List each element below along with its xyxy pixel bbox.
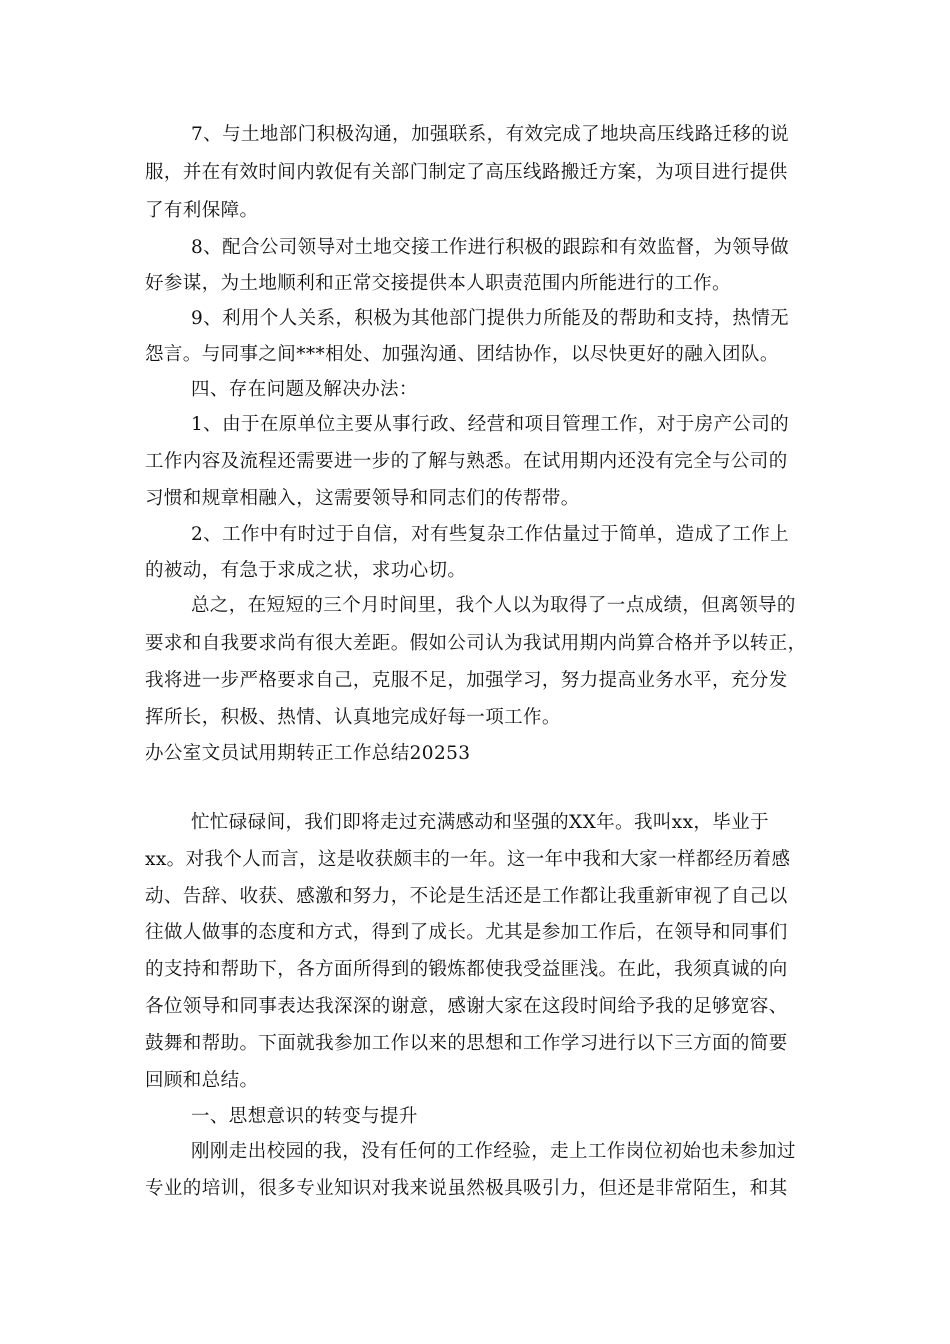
item7-line-3: 了有利保障。 bbox=[145, 200, 259, 221]
intro-line-1: 忙忙碌碌间，我们即将走过充满感动和坚强的XX年。我叫xx，毕业于 bbox=[191, 812, 770, 833]
item7-line-2: 服，并在有效时间内敦促有关部门制定了高压线路搬迁方案，为项目进行提供 bbox=[145, 162, 788, 183]
item7-line-1: 7、与土地部门积极沟通，加强联系，有效完成了地块高压线路迁移的说 bbox=[191, 124, 790, 145]
intro-line-6: 各位领导和同事表达我深深的谢意，感谢大家在这段时间给予我的足够宽容、 bbox=[145, 996, 788, 1017]
section-heading-problems: 四、存在问题及解决办法： bbox=[191, 379, 418, 400]
section-heading-thinking: 一、思想意识的转变与提升 bbox=[191, 1106, 418, 1127]
problem1-line-1: 1、由于在原单位主要从事行政、经营和项目管理工作，对于房产公司的 bbox=[191, 414, 790, 435]
document-title: 办公室文员试用期转正工作总结20253 bbox=[145, 743, 471, 764]
conclusion-line-4: 挥所长，积极、热情、认真地完成好每一项工作。 bbox=[145, 707, 561, 728]
intro-line-5: 的支持和帮助下，各方面所得到的锻炼都使我受益匪浅。在此，我须真诚的向 bbox=[145, 959, 788, 980]
intro-line-2: xx。对我个人而言，这是收获颇丰的一年。这一年中我和大家一样都经历着感 bbox=[145, 849, 791, 870]
problem1-line-3: 习惯和规章相融入，这需要领导和同志们的传帮带。 bbox=[145, 488, 580, 509]
intro-line-7: 鼓舞和帮助。下面就我参加工作以来的思想和工作学习进行以下三方面的简要 bbox=[145, 1033, 788, 1054]
problem1-line-2: 工作内容及流程还需要进一步的了解与熟悉。在试用期内还没有完全与公司的 bbox=[145, 451, 788, 472]
para1-line-1: 刚刚走出校园的我，没有任何的工作经验，走上工作岗位初始也未参加过 bbox=[191, 1141, 796, 1162]
item9-line-1: 9、利用个人关系，积极为其他部门提供力所能及的帮助和支持，热情无 bbox=[191, 308, 790, 329]
item9-line-2: 怨言。与同事之间***相处、加强沟通、团结协作，以尽快更好的融入团队。 bbox=[145, 344, 779, 365]
conclusion-line-2: 要求和自我要求尚有很大差距。假如公司认为我试用期内尚算合格并予以转正， bbox=[145, 633, 807, 654]
item8-line-2: 好参谋，为土地顺利和正常交接提供本人职责范围内所能进行的工作。 bbox=[145, 273, 731, 294]
problem2-line-1: 2、工作中有时过于自信，对有些复杂工作估量过于简单，造成了工作上 bbox=[191, 524, 790, 545]
intro-line-8: 回顾和总结。 bbox=[145, 1070, 259, 1091]
conclusion-line-1: 总之，在短短的三个月时间里，我个人以为取得了一点成绩，但离领导的 bbox=[191, 595, 796, 616]
intro-line-4: 往做人做事的态度和方式，得到了成长。尤其是参加工作后，在领导和同事们 bbox=[145, 922, 788, 943]
conclusion-line-3: 我将进一步严格要求自己，克服不足，加强学习，努力提高业务水平，充分发 bbox=[145, 670, 788, 691]
problem2-line-2: 的被动，有急于求成之状，求功心切。 bbox=[145, 560, 467, 581]
item8-line-1: 8、配合公司领导对土地交接工作进行积极的跟踪和有效监督，为领导做 bbox=[191, 237, 790, 258]
intro-line-3: 动、告辞、收获、感激和努力，不论是生活还是工作都让我重新审视了自己以 bbox=[145, 886, 788, 907]
para1-line-2: 专业的培训，很多专业知识对我来说虽然极具吸引力，但还是非常陌生，和其 bbox=[145, 1178, 788, 1199]
